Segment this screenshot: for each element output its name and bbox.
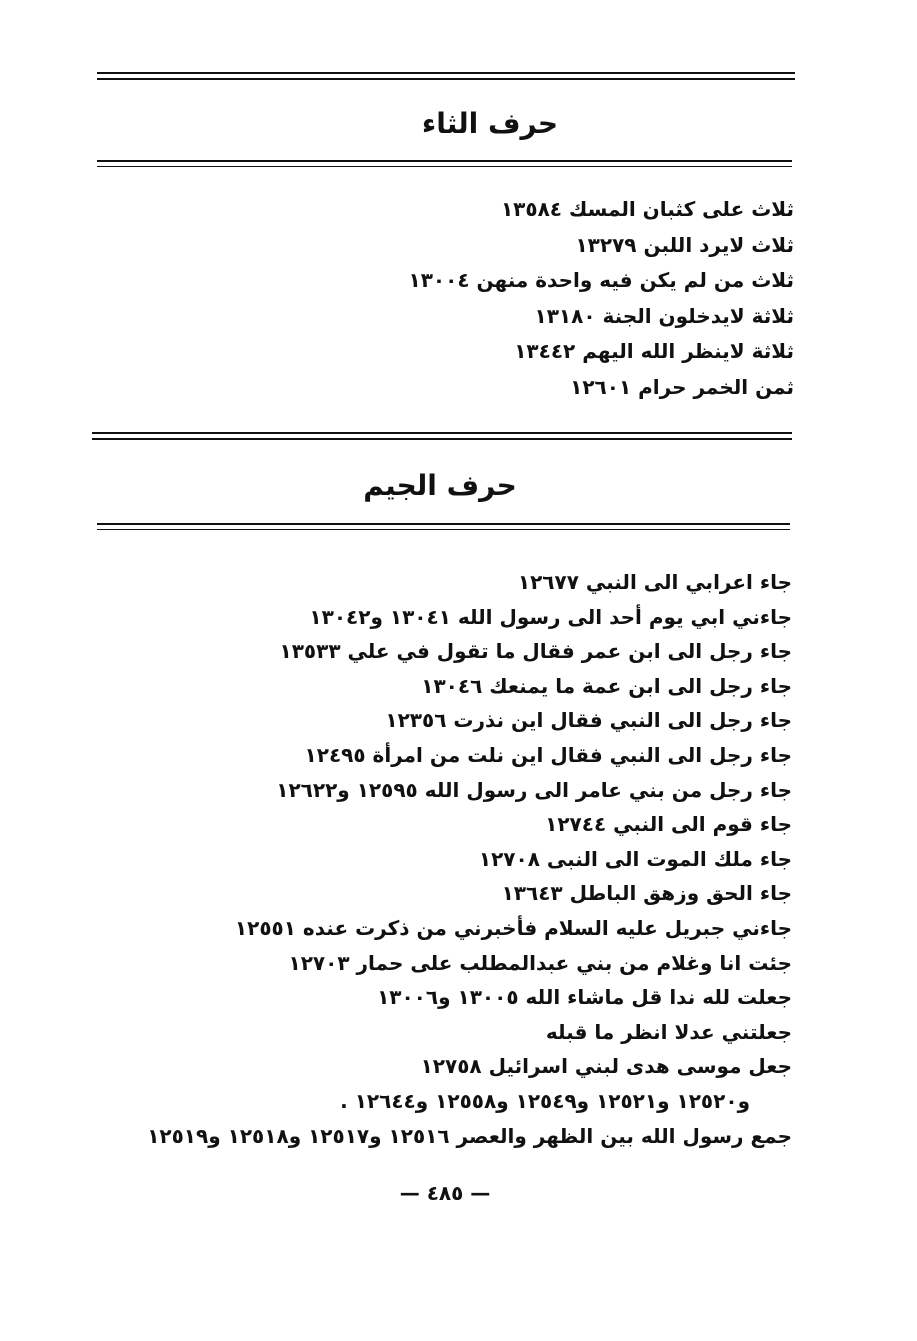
jim-heading-rule-2 xyxy=(97,529,790,530)
jim-heading-rule-1 xyxy=(97,523,790,525)
section-separator-rule-1 xyxy=(92,432,792,434)
tha-heading-rule-2 xyxy=(97,166,792,167)
index-entry: جاء رجل الى النبي فقال اين نذرت ١٢٣٥٦ xyxy=(385,708,792,733)
index-entry-continuation: و١٢٥٢٠ و١٢٥٢١ و١٢٥٤٩ و١٢٥٥٨ و١٢٦٤٤ . xyxy=(340,1088,750,1113)
section-separator-rule-2 xyxy=(92,438,792,440)
index-entry: جاء الحق وزهق الباطل ١٣٦٤٣ xyxy=(501,881,792,906)
section-heading-jim: حرف الجيم xyxy=(363,469,517,502)
index-entry: جاء قوم الى النبي ١٢٧٤٤ xyxy=(545,812,792,837)
section-jim-entries xyxy=(80,565,792,1153)
top-rule-2 xyxy=(97,78,795,80)
page-number: — ٤٨٥ — xyxy=(399,1181,491,1205)
index-entry: ثلاثة لاينظر الله اليهم ١٣٤٤٢ xyxy=(514,339,794,363)
section-heading-tha: حرف الثاء xyxy=(421,107,559,140)
index-entry: جاء اعرابي الى النبي ١٢٦٧٧ xyxy=(517,570,792,594)
index-entry: جاء رجل من بني عامر الى رسول الله ١٢٥٩٥ و١٢٦٢٢ xyxy=(276,777,792,802)
index-entry: جاء رجل الى ابن عمة ما يمنعك ١٣٠٤٦ xyxy=(421,673,792,698)
index-entry: ثلاثة لايدخلون الجنة ١٣١٨٠ xyxy=(534,303,794,328)
index-entry: جاء رجل الى النبي فقال اين نلت من امرأة ١٢٤٩٥ xyxy=(304,742,792,767)
index-entry: جاءني جبريل عليه السلام فأخبرني من ذكرت عنده ١٢٥٥١ xyxy=(234,915,792,940)
section-tha-entries xyxy=(374,192,794,405)
tha-heading-rule-1 xyxy=(97,160,792,162)
index-entry: جعلت لله ندا قل ماشاء الله ١٣٠٠٥ و١٣٠٠٦ xyxy=(377,985,792,1010)
top-rule-1 xyxy=(97,72,795,74)
index-entry: ثلاث لايرد اللبن ١٣٢٧٩ xyxy=(575,232,794,257)
index-entry: جعل موسى هدى لبني اسرائيل ١٢٧٥٨ xyxy=(420,1054,792,1079)
index-entry: جئت انا وغلام من بني عبدالمطلب على حمار ١٢٧٠٣ xyxy=(288,950,792,975)
index-entry: جمع رسول الله بين الظهر والعصر ١٢٥١٦ و١٢٥١٧ و١٢٥١٨ و١٢٥١٩ xyxy=(147,1123,792,1148)
index-entry: جعلتني عدلا انظر ما قبله xyxy=(545,1019,792,1044)
index-entry: جاءني ابي يوم أحد الى رسول الله ١٣٠٤١ و١٣٠٤٢ xyxy=(309,604,792,629)
index-entry: جاء رجل الى ابن عمر فقال ما تقول في علي ١٣٥٣٣ xyxy=(279,639,792,664)
index-entry: جاء ملك الموت الى النبى ١٢٧٠٨ xyxy=(478,846,792,871)
index-entry: ثلاث من لم يكن فيه واحدة منهن ١٣٠٠٤ xyxy=(408,268,794,292)
index-entry: ثمن الخمر حرام ١٢٦٠١ xyxy=(570,374,794,399)
index-entry: ثلاث على كثبان المسك ١٣٥٨٤ xyxy=(500,197,794,221)
